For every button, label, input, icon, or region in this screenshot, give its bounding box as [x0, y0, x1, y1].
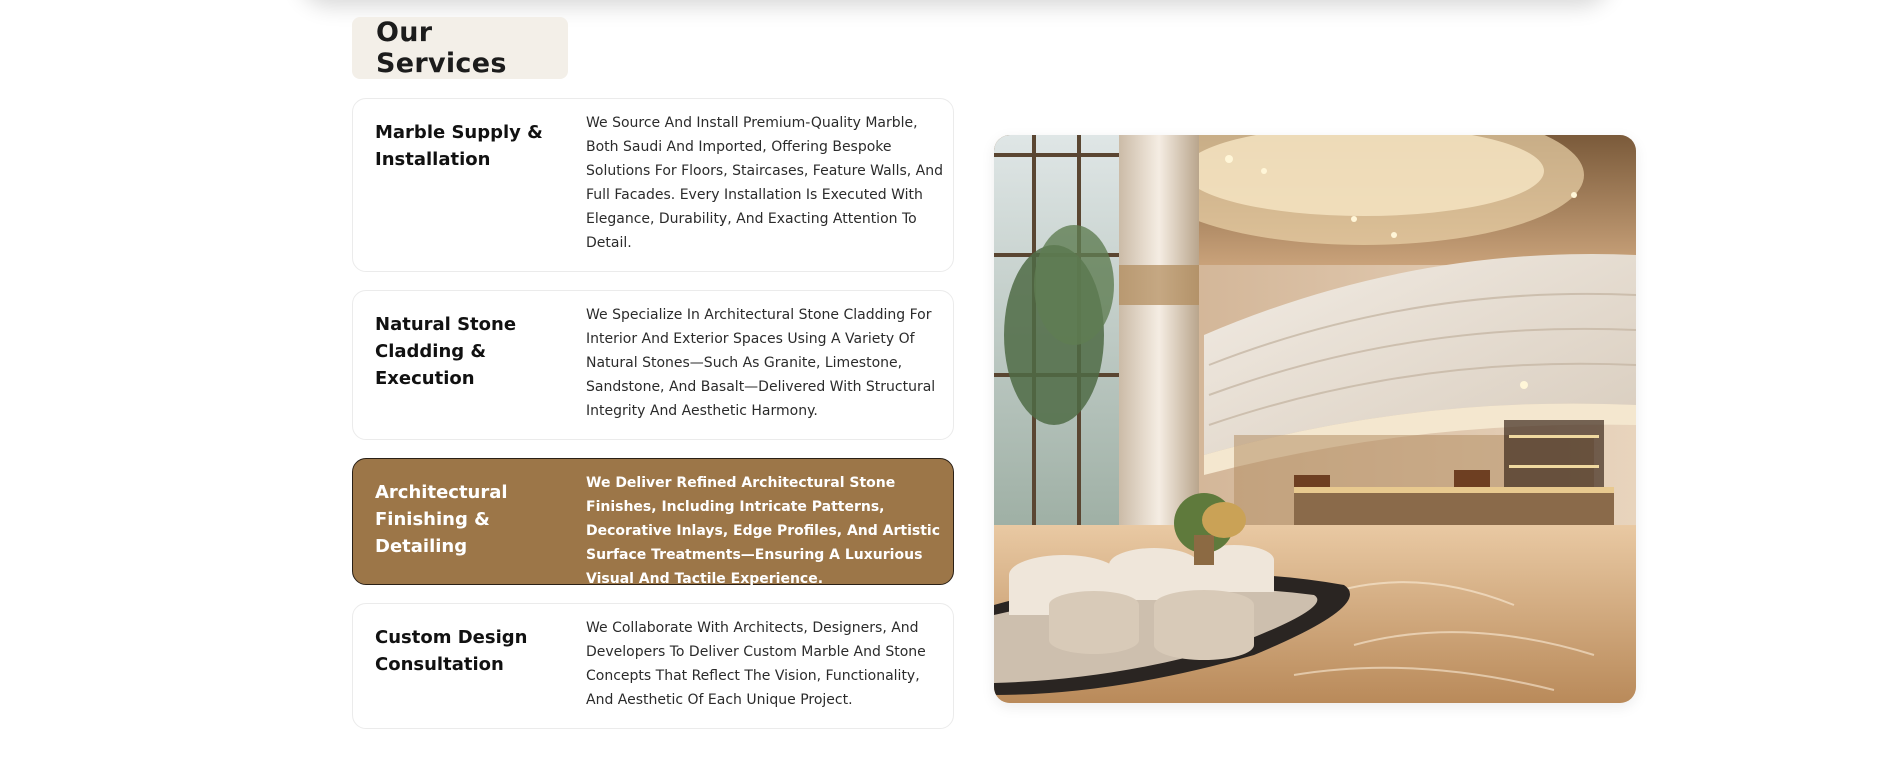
- service-description: We Collaborate With Architects, Designers, And Developers To Deliver Custom Marble And Stone Concepts That Reflect The Vision, Functionality, And Aesthetic Of Each Unique Project.: [586, 620, 926, 708]
- service-card-stone-cladding[interactable]: [352, 290, 954, 440]
- service-title: Custom Design Consultation: [375, 627, 528, 675]
- lobby-image: [994, 135, 1636, 703]
- service-title: Architectural Finishing & Detailing: [375, 482, 508, 557]
- section-title: Our Services: [352, 17, 568, 79]
- service-title: Marble Supply & Installation: [375, 122, 543, 170]
- service-card-marble-supply[interactable]: [352, 98, 954, 272]
- service-description: We Source And Install Premium-Quality Marble, Both Saudi And Imported, Offering Bespoke Solutions For Floors, Staircases, Feature Walls, And Full Facades. Every Installation Is Executed With Elegance, Durability, And Exacting Attention To Detail.: [586, 115, 943, 251]
- service-title: Natural Stone Cladding & Execution: [375, 314, 517, 389]
- service-description: We Specialize In Architectural Stone Cladding For Interior And Exterior Spaces Using A Variety Of Natural Stones—Such As Granite, Limestone, Sandstone, And Basalt—Delivered With Structural Integrity And Aesthetic Harmony.: [586, 307, 936, 419]
- service-card-custom-design[interactable]: [352, 603, 954, 729]
- service-card-architectural-finishing[interactable]: [352, 458, 954, 585]
- service-description: We Deliver Refined Architectural Stone Finishes, Including Intricate Patterns, Decorative Inlays, Edge Profiles, And Artistic Surface Treatments—Ensuring A Luxurious Visual And Tactile Experience.: [586, 475, 941, 587]
- lobby-illustration: [994, 135, 1636, 703]
